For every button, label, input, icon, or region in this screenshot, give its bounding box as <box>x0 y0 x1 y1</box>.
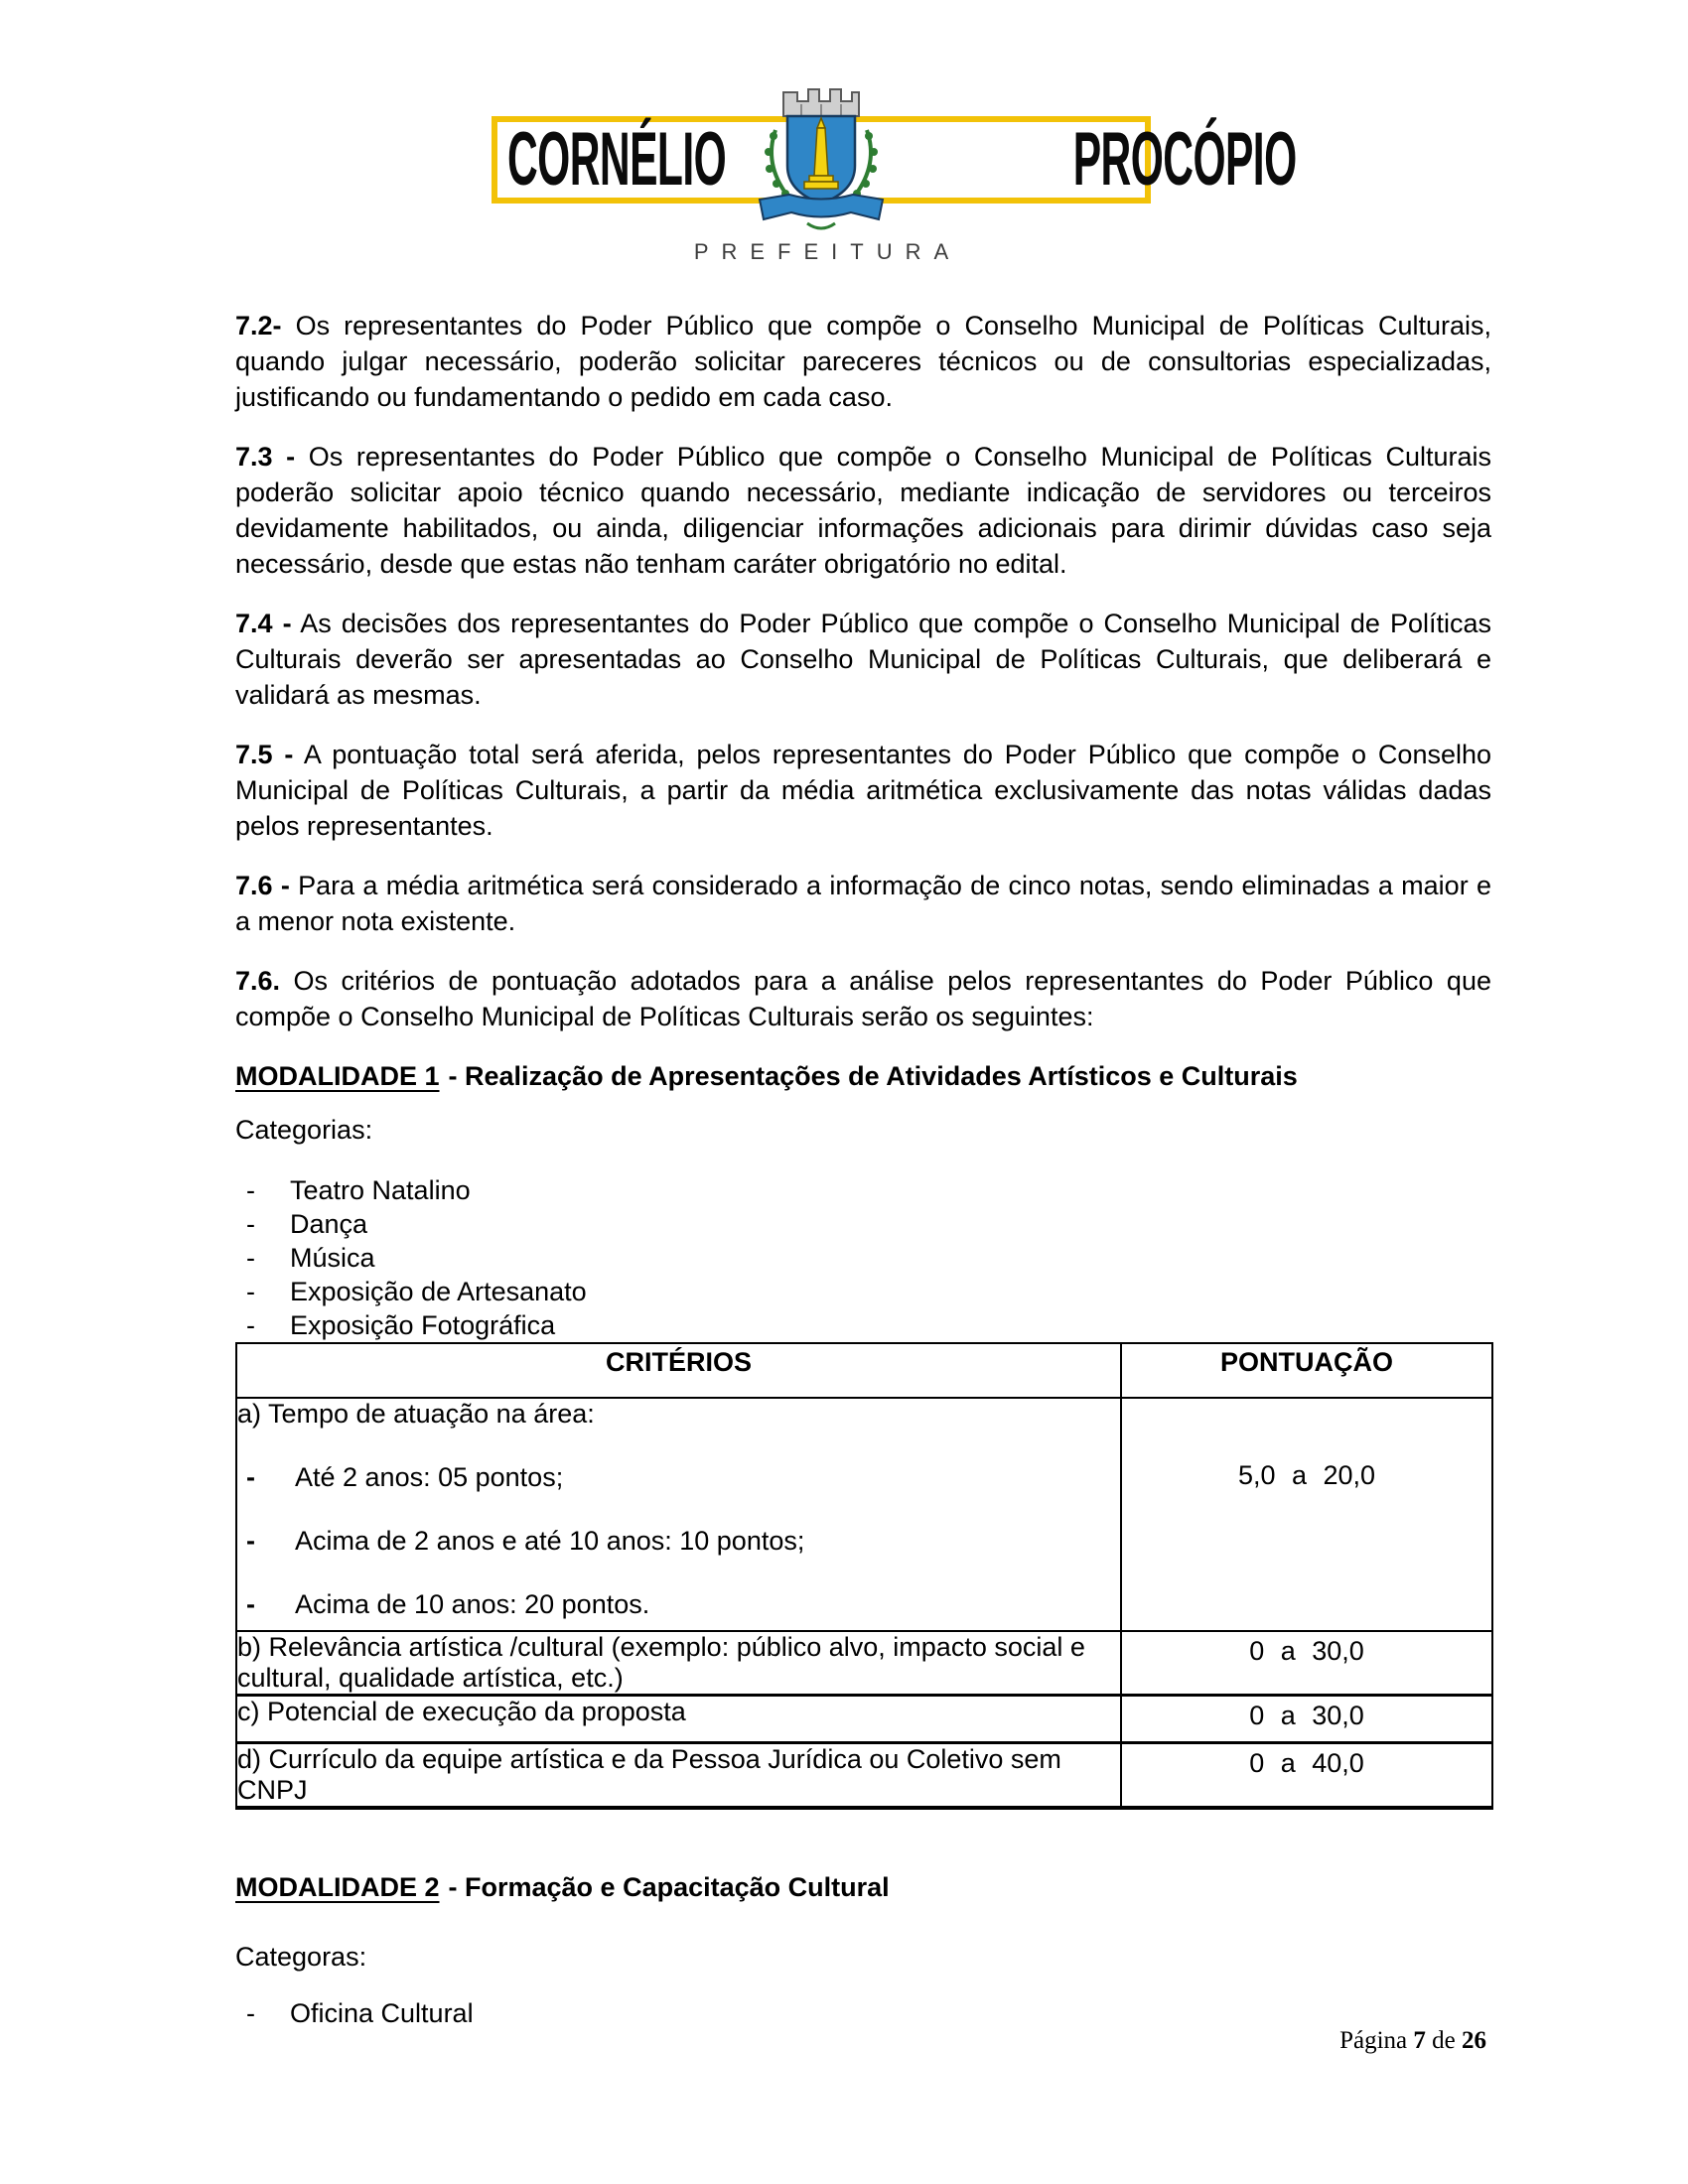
paragraph-7-6b <box>235 963 1491 1034</box>
paragraph-number: 7.5 - <box>235 740 294 769</box>
footer-page-number: 7 <box>1413 2027 1426 2054</box>
ribbon-icon <box>760 195 883 219</box>
paragraph-7-4 <box>235 606 1491 713</box>
sprig-icon <box>807 223 835 228</box>
list-dash: - <box>246 1462 255 1492</box>
criterion-text: a) Tempo de atuação na área: <box>237 1399 595 1429</box>
category-name: Dança <box>290 1209 368 1239</box>
paragraph-text: As decisões dos representantes do Poder Público que compõe o Conselho Municipal de Políticas Culturais deverão ser apresentadas ao Conselho Municipal de Políticas Culturais, que deliberará e validará as mesmas. <box>235 609 1492 710</box>
score-cell: 0 a 40,0 <box>1121 1743 1492 1809</box>
criteria-cell: c) Potencial de execução da proposta <box>236 1696 1121 1743</box>
category-list-2 <box>235 1996 1491 2030</box>
list-dash: - <box>246 1526 255 1556</box>
paragraph-number: 7.3 - <box>235 442 296 472</box>
list-item <box>235 1275 1491 1308</box>
list-item <box>235 1308 1491 1342</box>
category-name: Exposição de Artesanato <box>290 1277 587 1306</box>
score-header-cell: PONTUAÇÃO <box>1121 1343 1492 1398</box>
modalidade-2-heading <box>235 1869 1491 1905</box>
criteria-header-cell: CRITÉRIOS <box>236 1343 1121 1398</box>
footer-total-pages: 26 <box>1462 2027 1486 2054</box>
paragraph-text: A pontuação total será aferida, pelos representantes do Poder Público que compõe o Conselho Municipal de Políticas Culturais, a partir da média aritmética exclusivamente das notas válidas dadas pelos representantes. <box>235 740 1492 841</box>
criterion-bullet <box>237 1526 1120 1557</box>
laurel-left-icon <box>765 130 789 198</box>
paragraph-text: Os representantes do Poder Público que compõe o Conselho Municipal de Políticas Culturais poderão solicitar apoio técnico quando necessário, mediante indicação de servidores ou terceiros devidamente habilitados, ou ainda, diligenciar informações adicionais para dirimir dúvidas caso seja necessário, desde que estas não tenham caráter obrigatório no edital. <box>235 442 1491 579</box>
table-row <box>236 1631 1492 1696</box>
criteria-cell: d) Currículo da equipe artística e da Pessoa Jurídica ou Coletivo sem CNPJ <box>236 1743 1121 1809</box>
criteria-cell <box>236 1398 1121 1631</box>
list-dash: - <box>246 1209 255 1239</box>
paragraph-number: 7.2- <box>235 311 282 341</box>
list-dash: - <box>246 1277 255 1306</box>
logo-city-name-left: CORNÉLIO <box>507 117 727 202</box>
footer-of-label: de <box>1432 2027 1456 2054</box>
list-dash: - <box>246 1998 255 2028</box>
paragraph-number: 7.6. <box>235 966 281 996</box>
score-cell: 0 a 30,0 <box>1121 1631 1492 1696</box>
list-item <box>235 1173 1491 1207</box>
table-header-row <box>236 1343 1492 1398</box>
logo-city-name-right: PROCÓPIO <box>1072 117 1297 202</box>
criteria-cell: b) Relevância artística /cultural (exemplo: público alvo, impacto social e cultural, qualidade artística, etc.) <box>236 1631 1121 1696</box>
shield-icon <box>787 116 855 204</box>
list-dash: - <box>246 1310 255 1340</box>
paragraph-text: Os critérios de pontuação adotados para a análise pelos representantes do Poder Público que compõe o Conselho Municipal de Políticas Culturais serão os seguintes: <box>235 966 1491 1031</box>
list-dash: - <box>246 1243 255 1273</box>
list-item <box>235 1996 1491 2030</box>
score-cell: 5,0 a 20,0 <box>1121 1398 1492 1631</box>
laurel-right-icon <box>853 130 878 198</box>
paragraph-text: Para a média aritmética será considerado a informação de cinco notas, sendo eliminadas a maior e a menor nota existente. <box>235 871 1491 936</box>
table-row <box>236 1398 1492 1631</box>
modalidade-1-heading <box>235 1058 1491 1094</box>
paragraph-7-3 <box>235 439 1491 582</box>
paragraph-number: 7.4 - <box>235 609 292 638</box>
table-row <box>236 1696 1492 1743</box>
list-item <box>235 1241 1491 1275</box>
list-dash: - <box>246 1175 255 1205</box>
modalidade-2-title: - Formação e Capacitação Cultural <box>448 1872 890 1902</box>
categories-label-2: Categoras: <box>235 1942 367 1972</box>
list-item <box>235 1207 1491 1241</box>
paragraph-7-2 <box>235 308 1491 415</box>
category-name: Música <box>290 1243 375 1273</box>
table-row <box>236 1743 1492 1809</box>
criterion-bullet-text: Acima de 2 anos e até 10 anos: 10 pontos; <box>295 1526 805 1556</box>
score-cell: 0 a 30,0 <box>1121 1696 1492 1743</box>
mural-crown-icon <box>783 89 859 116</box>
list-dash: - <box>246 1589 255 1619</box>
category-name: Oficina Cultural <box>290 1998 474 2028</box>
paragraph-number: 7.6 - <box>235 871 290 900</box>
footer-page-label: Página <box>1339 2027 1408 2054</box>
criteria-table <box>235 1342 1493 1810</box>
paragraph-7-5 <box>235 737 1491 844</box>
paragraph-7-6a <box>235 868 1491 939</box>
category-list-1 <box>235 1173 1491 1342</box>
criterion-bullet-text: Até 2 anos: 05 pontos; <box>295 1462 564 1492</box>
modalidade-1-number: MODALIDADE 1 <box>235 1061 440 1091</box>
logo-subtitle: PREFEITURA <box>693 239 962 264</box>
categories-label-1: Categorias: <box>235 1115 373 1145</box>
criterion-bullet <box>237 1462 1120 1493</box>
document-body <box>235 308 1491 2030</box>
criterion-bullet <box>237 1589 1120 1620</box>
modalidade-2-number: MODALIDADE 2 <box>235 1872 440 1902</box>
criterion-bullet-text: Acima de 10 anos: 20 pontos. <box>295 1589 650 1619</box>
prefecture-logo <box>492 74 1297 264</box>
category-name: Exposição Fotográfica <box>290 1310 556 1340</box>
category-name: Teatro Natalino <box>290 1175 471 1205</box>
page-footer <box>1339 2027 1486 2055</box>
modalidade-1-title: - Realização de Apresentações de Atividades Artísticos e Culturais <box>448 1061 1298 1091</box>
paragraph-text: Os representantes do Poder Público que compõe o Conselho Municipal de Políticas Culturais, quando julgar necessário, poderão solicitar pareceres técnicos ou de consultorias especializadas, justificando ou fundamentando o pedido em cada caso. <box>235 311 1491 412</box>
city-crest-icon <box>732 74 911 233</box>
